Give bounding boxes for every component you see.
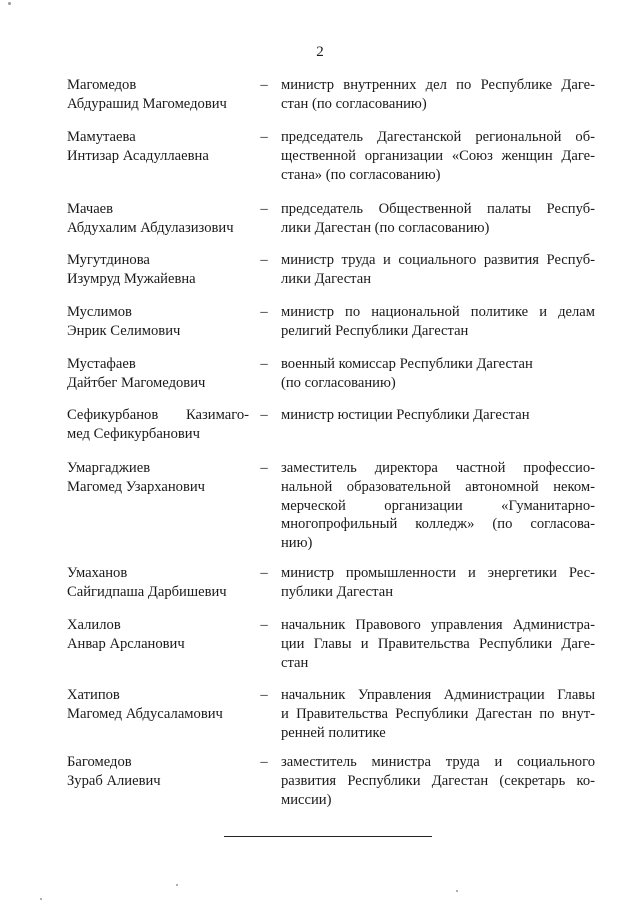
surname: Хатипов [67, 687, 120, 703]
given-names: Магомед Узарханович [67, 478, 206, 495]
person-name [67, 564, 249, 602]
position-line: начальник Правового управления Администра- [281, 617, 595, 633]
separator-dash: – [260, 252, 268, 268]
position-description [281, 564, 595, 602]
position-description [281, 753, 595, 809]
person-name [67, 76, 249, 114]
position-line: религий Республики Дагестан [281, 322, 469, 339]
person-name [67, 303, 249, 341]
position-line: миссии) [281, 791, 332, 808]
person-name [67, 355, 249, 393]
surname: Муслимов [67, 304, 132, 320]
given-names: Энрик Селимович [67, 322, 181, 339]
given-names: Абдухалим Абдулазизович [67, 219, 234, 236]
position-description [281, 303, 595, 341]
person-name [67, 251, 249, 289]
position-line: председатель Общественной палаты Респуб- [281, 201, 595, 217]
given-names: Магомед Абдусаламович [67, 705, 223, 722]
position-description [281, 616, 595, 672]
surname: Багомедов [67, 754, 132, 770]
position-description [281, 459, 595, 553]
position-line: многопрофильный колледж» (по согласова- [281, 516, 595, 533]
given-names: Дайтбег Магомедович [67, 374, 206, 391]
position-description [281, 128, 595, 184]
separator-dash: – [260, 460, 268, 476]
person-name [67, 200, 249, 238]
position-line: министр по национальной политике и делам [281, 304, 595, 320]
position-line: министр юстиции Республики Дагестан [281, 407, 530, 423]
position-line: нию) [281, 535, 313, 552]
position-line: нальной образовательной автономной неком- [281, 478, 595, 495]
separator-dash: – [260, 565, 268, 581]
separator-dash: – [260, 617, 268, 633]
surname: Мустафаев [67, 356, 136, 372]
separator-dash: – [260, 201, 268, 217]
given-names: Абдурашид Магомедович [67, 95, 227, 112]
position-description [281, 76, 595, 114]
position-line: министр промышленности и энергетики Рес- [281, 565, 595, 581]
position-line: министр внутренних дел по Республике Даге- [281, 77, 595, 93]
separator-dash: – [260, 754, 268, 770]
given-names: Интизар Асадуллаевна [67, 147, 209, 164]
surname: Мачаев [67, 201, 114, 217]
given-names: Сайгидпаша Дарбишевич [67, 583, 227, 600]
scan-speck [8, 2, 11, 5]
surname: Умаханов [67, 565, 128, 581]
position-line: стан [281, 654, 309, 671]
given-names: Анвар Арсланович [67, 635, 185, 652]
surname: Сефикурбанов Казимаго- [67, 407, 249, 423]
position-line: председатель Дагестанской региональной об- [281, 129, 595, 145]
closing-rule [224, 836, 432, 837]
separator-dash: – [260, 77, 268, 93]
position-description [281, 200, 595, 238]
surname: Мамутаева [67, 129, 136, 145]
person-name [67, 128, 249, 166]
scan-speck [176, 884, 178, 886]
scan-speck [456, 890, 458, 892]
position-line: лики Дагестан [281, 270, 372, 287]
position-description [281, 355, 595, 393]
position-description [281, 251, 595, 289]
position-line: развития Республики Дагестан (секретарь ко- [281, 772, 595, 789]
position-line: публики Дагестан [281, 583, 394, 600]
given-names: Зураб Алиевич [67, 772, 161, 789]
position-line: и Правительства Республики Дагестан по внут- [281, 705, 595, 722]
position-line: ции Главы и Правительства Республики Даге- [281, 635, 595, 652]
separator-dash: – [260, 687, 268, 703]
surname: Магомедов [67, 77, 137, 93]
position-line: стан (по согласованию) [281, 95, 427, 112]
surname: Умаргаджиев [67, 460, 151, 476]
separator-dash: – [260, 407, 268, 423]
position-line: стана» (по согласованию) [281, 166, 441, 183]
person-name [67, 459, 249, 497]
person-name [67, 616, 249, 654]
page-number: 2 [316, 44, 324, 60]
given-names: Изумруд Мужайевна [67, 270, 196, 287]
position-line: министр труда и социального развития Респуб- [281, 252, 595, 268]
position-line: мерческой организации «Гуманитарно- [281, 497, 595, 514]
position-line: лики Дагестан (по согласованию) [281, 219, 490, 236]
separator-dash: – [260, 304, 268, 320]
position-line: военный комиссар Республики Дагестан [281, 356, 533, 372]
person-name [67, 406, 249, 444]
person-name [67, 686, 249, 724]
position-line: начальник Управления Администрации Главы [281, 687, 595, 703]
surname: Халилов [67, 617, 121, 633]
position-line: ренней политике [281, 724, 386, 741]
person-name [67, 753, 249, 791]
separator-dash: – [260, 129, 268, 145]
scan-speck [40, 898, 42, 900]
position-line: заместитель директора частной профессио- [281, 460, 595, 476]
surname: Мугутдинова [67, 252, 150, 268]
position-description [281, 406, 595, 425]
position-line: (по согласованию) [281, 374, 396, 391]
position-description [281, 686, 595, 742]
separator-dash: – [260, 356, 268, 372]
given-names: мед Сефикурбанович [67, 425, 200, 442]
position-line: заместитель министра труда и социального [281, 754, 595, 770]
position-line: щественной организации «Союз женщин Даге- [281, 147, 595, 164]
